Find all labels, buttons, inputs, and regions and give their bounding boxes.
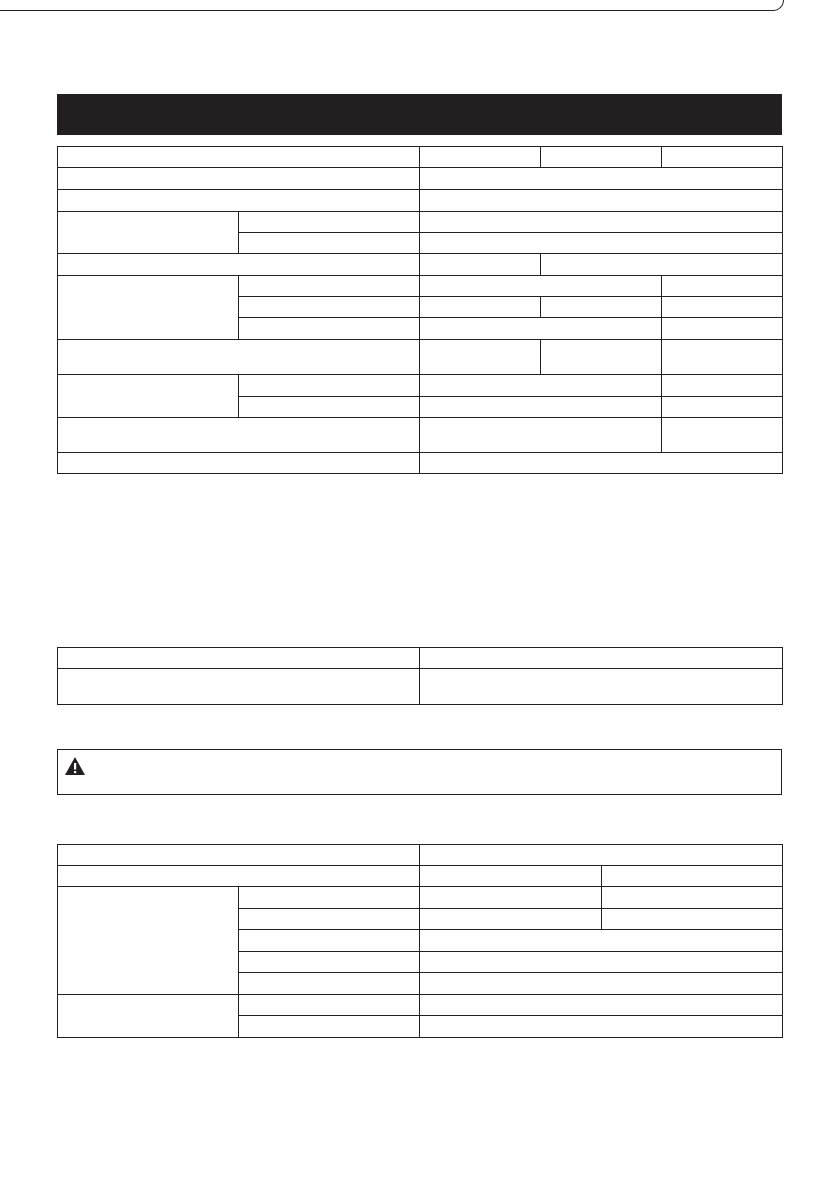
table-cell — [420, 190, 783, 212]
table-cell — [662, 318, 783, 340]
table-cell — [58, 866, 420, 887]
table-cell — [239, 297, 420, 318]
table-row — [58, 276, 783, 297]
table-cell — [420, 866, 602, 887]
table-cell — [239, 276, 420, 297]
recommended-table — [57, 647, 783, 705]
table-cell — [541, 254, 783, 276]
specifications-table — [57, 146, 783, 474]
table-cell — [420, 418, 662, 453]
table-row — [58, 648, 783, 669]
table-cell — [420, 318, 662, 340]
table-cell — [58, 276, 239, 340]
table-cell — [420, 297, 541, 318]
table-row — [58, 887, 783, 909]
table-row — [58, 845, 783, 866]
table-cell — [58, 995, 239, 1038]
table-row — [58, 669, 783, 705]
table-cell — [239, 973, 420, 995]
table-cell — [420, 1016, 783, 1038]
table-cell — [420, 453, 783, 474]
table-cell — [420, 887, 602, 909]
table-cell — [420, 973, 783, 995]
table-cell — [58, 418, 420, 453]
table-cell — [662, 297, 783, 318]
table-cell — [420, 930, 783, 952]
table-cell — [58, 254, 420, 276]
table-row — [58, 212, 783, 233]
table-row — [58, 190, 783, 212]
table-cell — [58, 845, 420, 866]
table-cell — [420, 375, 662, 397]
table-cell — [239, 952, 420, 973]
table-cell — [239, 397, 420, 418]
table-cell — [58, 648, 420, 669]
table-cell — [239, 375, 420, 397]
table-cell — [58, 212, 239, 254]
table-cell — [58, 453, 420, 474]
table-cell — [420, 952, 783, 973]
table-cell — [602, 909, 783, 930]
table-cell — [239, 212, 420, 233]
table-cell — [58, 168, 420, 190]
table-row — [58, 340, 783, 375]
table-cell — [239, 1016, 420, 1038]
table-row — [58, 147, 783, 168]
table-row — [58, 168, 783, 190]
table-row — [58, 254, 783, 276]
table-cell — [58, 375, 239, 418]
table-cell — [239, 995, 420, 1016]
table-cell — [662, 340, 783, 375]
table-cell — [602, 887, 783, 909]
table-cell — [239, 909, 420, 930]
table-row — [58, 375, 783, 397]
table-cell — [420, 669, 783, 705]
table-row — [58, 866, 783, 887]
table-cell — [420, 340, 541, 375]
table-cell — [58, 190, 420, 212]
table-cell — [602, 866, 783, 887]
table-cell — [420, 648, 783, 669]
table-row — [58, 418, 783, 453]
warning-box — [57, 749, 782, 795]
table-cell — [420, 212, 783, 233]
table-cell — [541, 147, 662, 168]
table-cell — [239, 318, 420, 340]
table-cell — [420, 233, 783, 254]
table-cell — [58, 669, 420, 705]
table-cell — [239, 887, 420, 909]
table-cell — [420, 995, 783, 1016]
table-cell — [662, 276, 783, 297]
table-cell — [662, 375, 783, 397]
table-cell — [541, 297, 662, 318]
table-cell — [662, 147, 783, 168]
table-cell — [58, 147, 420, 168]
table-cell — [420, 845, 783, 866]
table-cell — [58, 887, 239, 995]
table-cell — [420, 276, 662, 297]
table-cell — [541, 340, 662, 375]
table-cell — [420, 397, 662, 418]
accessories-table — [57, 844, 783, 1038]
table-cell — [662, 418, 783, 453]
table-cell — [239, 233, 420, 254]
table-cell — [58, 340, 420, 375]
table-row — [58, 995, 783, 1016]
page-top-rule — [0, 0, 784, 11]
warning-triangle-icon — [64, 756, 86, 776]
table-cell — [420, 909, 602, 930]
table-cell — [662, 397, 783, 418]
section-header-bar — [57, 94, 782, 135]
table-row — [58, 453, 783, 474]
table-cell — [420, 147, 541, 168]
table-cell — [239, 930, 420, 952]
table-cell — [420, 168, 783, 190]
table-cell — [420, 254, 541, 276]
